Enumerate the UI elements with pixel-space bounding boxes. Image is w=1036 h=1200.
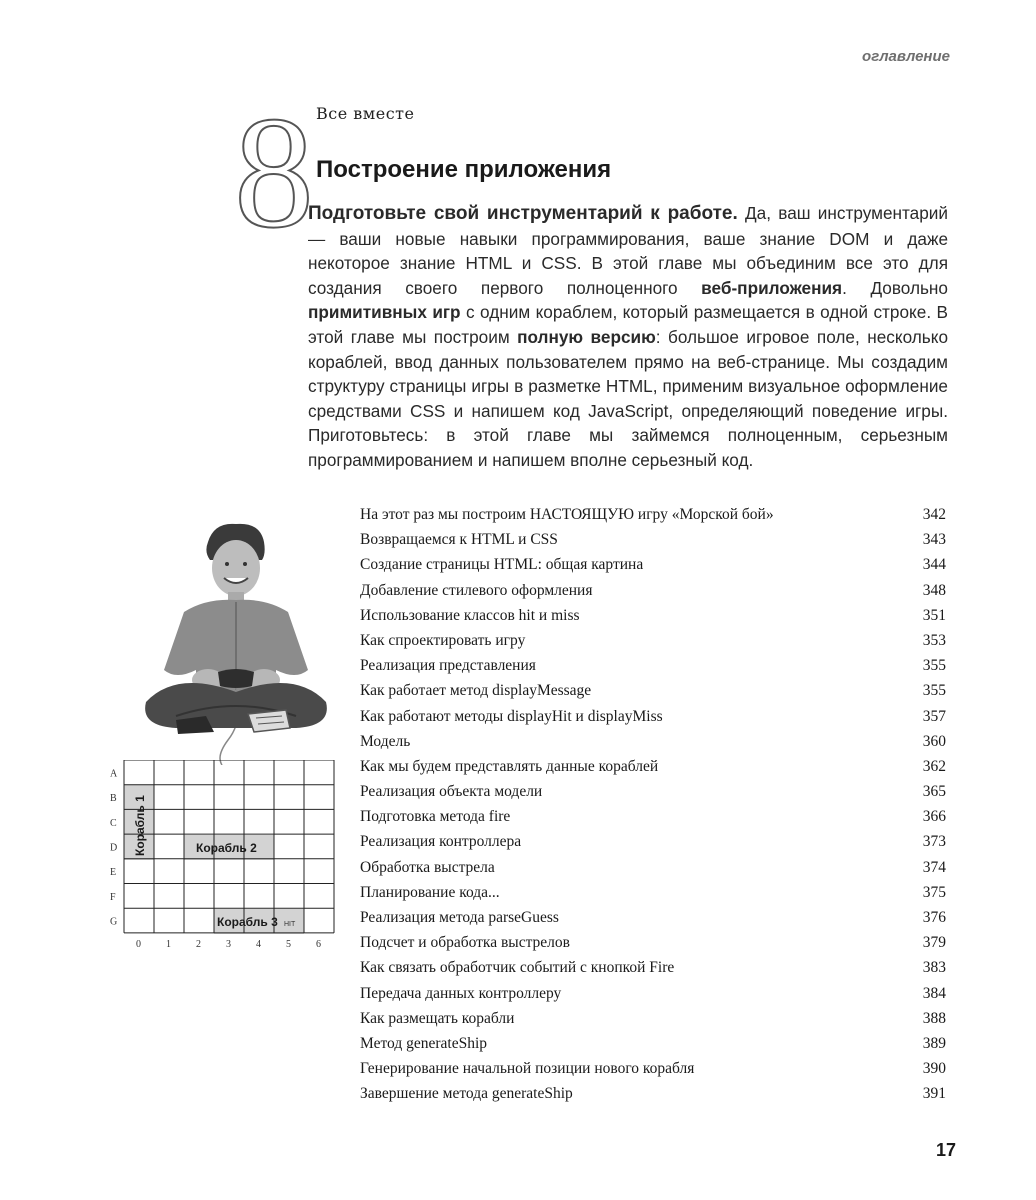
toc-entry-title: Как работает метод displayMessage: [360, 682, 592, 700]
intro-text: : большое игровое поле, несколько кораблей, ввод данных пользователем прямо на веб-странице. Мы создадим структуру страницы игры в разметке HTML, применим визуальное оформление средствами CSS и напишем код JavaScript, определяющий поведение игры. Приготовьтесь: в этой главе мы займемся полноценным, серьезным программированием и напишем вполне серьезный код.: [308, 326, 949, 470]
intro-text: с одним кораблем, который размещается в одной строке. В этой главе мы построим: [308, 302, 948, 347]
toc-entry-page: 360: [922, 732, 946, 750]
toc-entry-title: Как связать обработчик событий с кнопкой Fire: [360, 959, 675, 977]
row-label: B: [110, 793, 117, 805]
gamer-illustration: [136, 520, 336, 765]
toc-entry-title: На этот раз мы построим НАСТОЯЩУЮ игру «Морской бой»: [360, 506, 774, 523]
toc-entry-page: 375: [922, 883, 946, 901]
toc-entry-page: 374: [922, 858, 946, 876]
row-label: E: [110, 867, 117, 879]
toc-entry-title: Как размещать корабли: [360, 1009, 515, 1027]
toc-entry-title: Использование классов hit и miss: [360, 606, 580, 624]
toc-entry: [360, 603, 946, 628]
row-label: C: [110, 817, 117, 829]
toc-entry-page: 388: [922, 1009, 946, 1027]
toc-entry: [360, 880, 946, 905]
toc-entry-page: 389: [922, 1034, 946, 1052]
toc-entry-title: Реализация контроллера: [360, 833, 522, 851]
toc-entry-title: Как работают методы displayHit и displayMiss: [360, 707, 663, 725]
toc-entry-title: Возвращаемся к HTML и CSS: [360, 531, 558, 549]
toc-entry-title: Создание страницы HTML: общая картина: [360, 556, 644, 574]
toc-entry-page: 353: [922, 631, 946, 649]
toc-entry-title: Планирование кода...: [360, 883, 500, 901]
toc-entry: [360, 981, 946, 1006]
row-label: G: [110, 916, 118, 928]
hit-marker: HIT: [284, 921, 296, 928]
intro-bold: веб-приложения: [701, 277, 843, 298]
toc-entry-title: Добавление стилевого оформления: [360, 581, 593, 599]
intro-bold: примитивных игр: [308, 302, 461, 323]
toc-entry-title: Подсчет и обработка выстрелов: [360, 934, 570, 952]
toc-entry-page: 366: [922, 808, 946, 826]
toc-entry-title: Реализация метода parseGuess: [360, 909, 559, 926]
toc-entry-title: Подготовка метода fire: [360, 808, 511, 826]
toc-entry-title: Передача данных контроллеру: [360, 984, 562, 1002]
toc-entry: [360, 1031, 946, 1056]
toc-entry: [360, 628, 946, 653]
intro-bold: полную версию: [517, 326, 656, 347]
toc-entry: [360, 1081, 946, 1106]
toc-entry-title: Обработка выстрела: [360, 858, 495, 876]
section-header: оглавление: [862, 48, 950, 65]
intro-text: Да, ваш инструментарий — ваши новые навыки программирования, ваше знание DOM и даже некоторое знание HTML и CSS. В этой главе мы объединим все это для создания своего первого полноценного: [308, 203, 948, 298]
col-label: 3: [226, 938, 231, 950]
toc-entry-page: 365: [922, 783, 946, 801]
toc-entry: [360, 754, 946, 779]
row-label: D: [110, 842, 118, 854]
row-label: F: [110, 891, 116, 903]
chapter-intro: [308, 201, 948, 473]
toc-entry-title: Модель: [360, 732, 411, 750]
toc-entry-page: 376: [922, 909, 946, 926]
toc-entry-page: 357: [922, 707, 946, 725]
toc-entry-title: Реализация объекта модели: [360, 783, 543, 801]
toc-entry-page: 344: [922, 556, 946, 574]
col-label: 0: [136, 938, 141, 950]
toc-entry-page: 384: [922, 984, 946, 1002]
toc-entry: [360, 804, 946, 829]
col-label: 2: [196, 938, 201, 950]
toc-entry: [360, 729, 946, 754]
intro-text: . Довольно: [842, 277, 948, 298]
toc-entry-page: 379: [922, 934, 946, 952]
toc-list: [360, 502, 946, 1107]
toc-entry: [360, 930, 946, 955]
page-number: 17: [935, 1140, 956, 1160]
toc-entry-page: 355: [922, 682, 946, 700]
toc-entry-page: 342: [922, 506, 946, 523]
toc-entry: [360, 1056, 946, 1081]
toc-entry-page: 373: [922, 833, 946, 851]
toc-entry-title: Генерирование начальной позиции нового корабля: [360, 1060, 695, 1078]
toc-entry-title: Как спроектировать игру: [360, 631, 526, 649]
chapter-eyebrow: Все вместе: [316, 104, 415, 123]
toc-entry: [360, 678, 946, 703]
toc-entry: [360, 779, 946, 804]
toc-entry-page: 351: [922, 606, 946, 624]
ship-1-label: Корабль 1: [133, 795, 147, 856]
toc-entry: [360, 527, 946, 552]
toc-entry: [360, 829, 946, 854]
col-label: 6: [316, 938, 321, 950]
toc-entry: [360, 855, 946, 880]
toc-entry-page: 390: [922, 1060, 946, 1078]
toc-entry-page: 355: [922, 657, 946, 675]
toc-entry: [360, 502, 946, 527]
toc-entry: [360, 704, 946, 729]
col-label: 4: [256, 938, 261, 950]
battleship-board: [104, 760, 336, 955]
intro-lead: Подготовьте свой инструментарий к работе.: [308, 203, 738, 224]
toc-entry: [360, 653, 946, 678]
toc-entry-page: 343: [922, 531, 946, 549]
col-label: 5: [286, 938, 291, 950]
toc-entry-title: Завершение метода generateShip: [360, 1085, 573, 1103]
toc-entry-page: 348: [922, 581, 946, 599]
toc-entry-page: 391: [922, 1085, 946, 1103]
ship-3-label: Корабль 3: [217, 915, 278, 929]
ship-2-label: Корабль 2: [196, 841, 257, 855]
chapter-number: 8: [234, 83, 314, 261]
toc-entry: [360, 1006, 946, 1031]
toc-entry-title: Метод generateShip: [360, 1034, 488, 1052]
toc-entry: [360, 578, 946, 603]
toc-entry-title: Реализация представления: [360, 657, 536, 675]
toc-entry-title: Как мы будем представлять данные кораблей: [360, 757, 659, 775]
row-label: A: [110, 768, 118, 780]
toc-entry-page: 362: [922, 757, 946, 775]
chapter-title: Построение приложения: [316, 156, 612, 183]
toc-entry: [360, 552, 946, 577]
col-label: 1: [166, 938, 171, 950]
toc-entry-page: 383: [922, 959, 946, 977]
toc-entry: [360, 905, 946, 930]
toc-entry: [360, 955, 946, 980]
